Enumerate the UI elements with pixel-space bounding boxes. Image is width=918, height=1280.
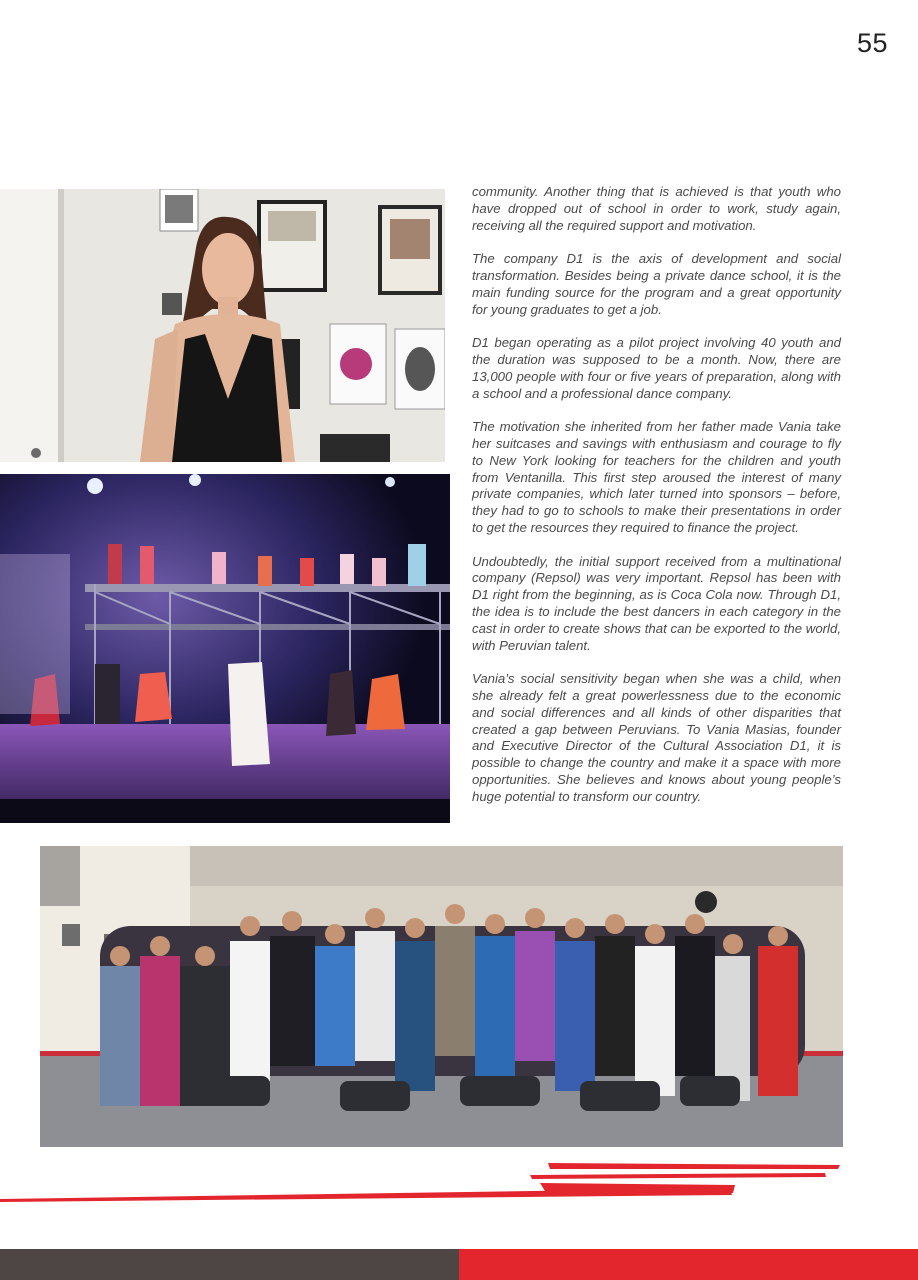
page-number: 55	[856, 28, 888, 58]
paragraph: The company D1 is the axis of development and social transformation. Besides being a private dance school, it is the main funding source for the program and a great opportunity for young graduates to get a job.	[472, 251, 841, 317]
footer-bar-red	[459, 1249, 918, 1280]
paragraph: D1 began operating as a pilot project involving 40 youth and the duration was supposed to be a month. Now, there are 13,000 people with four or five years of preparation, along with a school and a professional dance company.	[472, 335, 841, 401]
red-brush-stroke	[0, 1155, 918, 1215]
paragraph: Undoubtedly, the initial support received from a multinational company (Repsol) was very important. Repsol has been with D1 right from the beginning, as is Coca Cola now. Through D1, the idea is to include the best dancers in each category in the cast in order to create shows that can be exported to the world, with Peruvian talent.	[472, 553, 841, 653]
portrait-photo	[0, 189, 445, 462]
group-photo	[40, 846, 843, 1147]
footer-bar-grey	[0, 1249, 459, 1280]
paragraph: community. Another thing that is achieved is that youth who have dropped out of school in order to work, study again, receiving all the required support and motivation.	[472, 184, 841, 233]
paragraph: The motivation she inherited from her father made Vania take her suitcases and savings with enthusiasm and courage to fly to New York looking for teachers for the children and youth from Ventanilla. This first step aroused the interest of many private companies, which later turned into sponsors – before, they had to go to schools to make their presentations in order to get the resources they required to finance the project.	[472, 419, 841, 535]
article-body	[472, 184, 841, 822]
paragraph: Vania’s social sensitivity began when she was a child, when she already felt a great powerlessness due to the economic and social differences and all kinds of other disparities that created a gap between Peruvians. To Vania Masias, founder and Executive Director of the Cultural Association D1, it is possible to change the country and make it a space with more opportunities. She believes and knows about young people’s huge potential to transform our country.	[472, 671, 841, 804]
stage-performance-photo	[0, 474, 450, 823]
